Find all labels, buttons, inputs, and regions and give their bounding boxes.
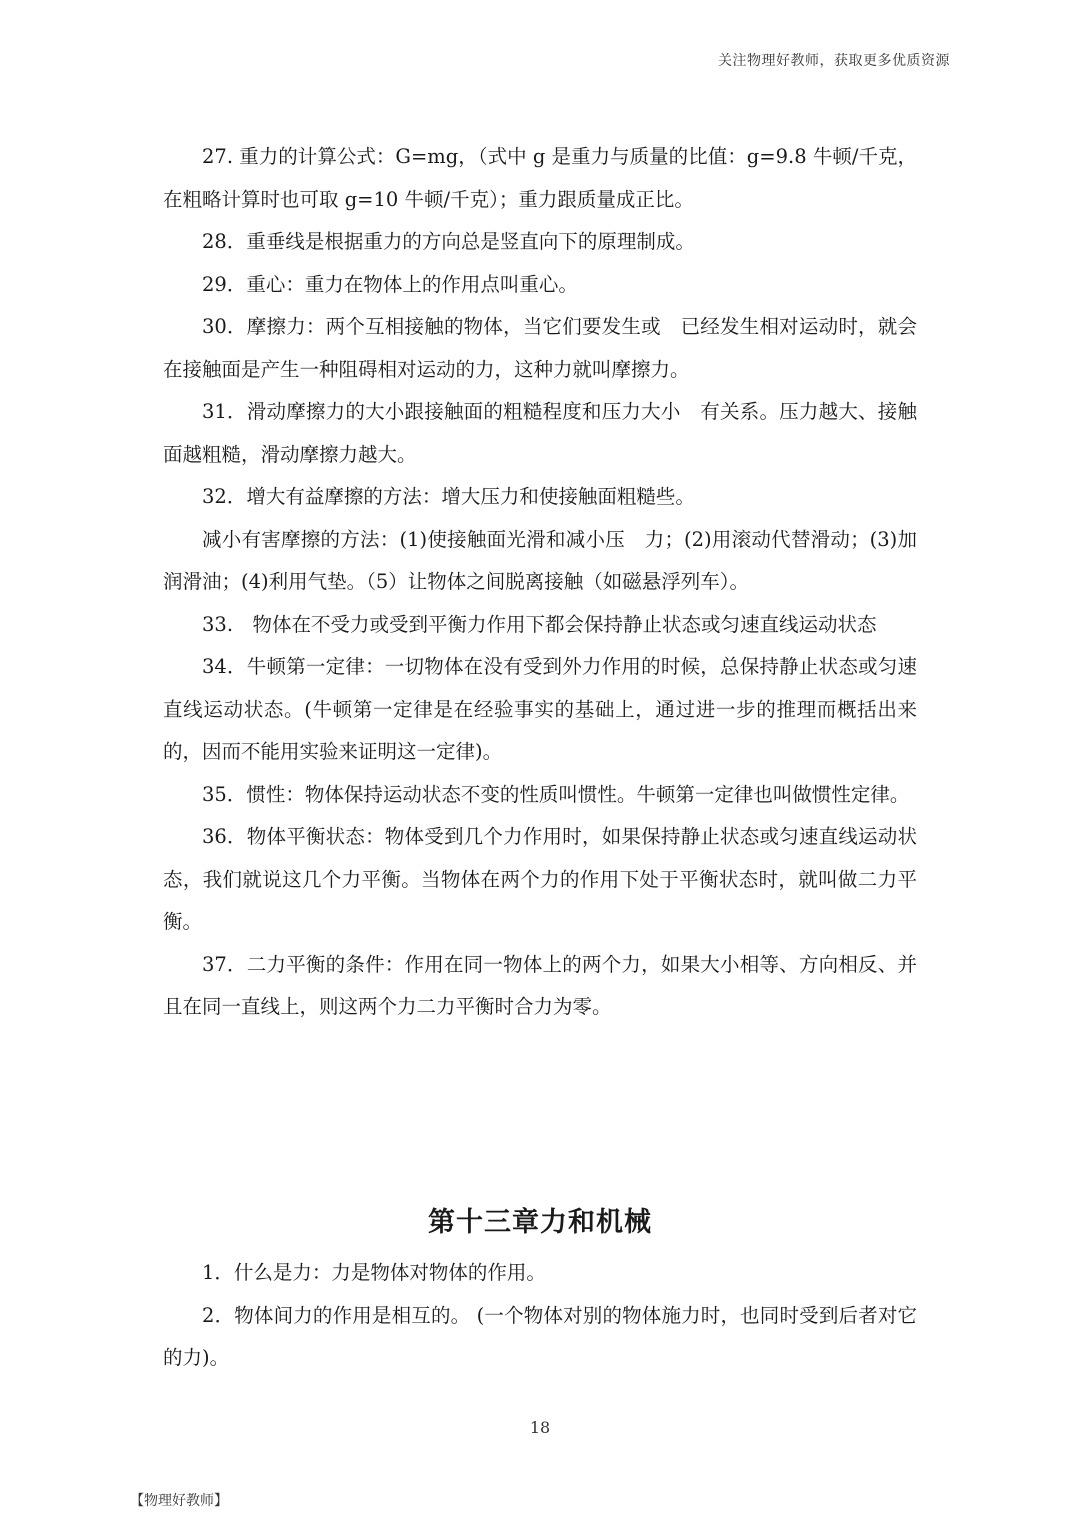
main-content: [163, 136, 917, 1029]
paragraph-37: 37．二力平衡的条件：作用在同一物体上的两个力，如果大小相等、方向相反、并且在同一直线上，则这两个力二力平衡时合力为零。: [163, 952, 917, 1018]
paragraph-ch13-2: 2．物体间力的作用是相互的。 (一个物体对别的物体施力时，也同时受到后者对它的力)。: [163, 1303, 917, 1369]
paragraph-32-reduce: 减小有害摩擦的方法：(1)使接触面光滑和减小压 力；(2)用滚动代替滑动；(3)加润滑油；(4)利用气垫。（5）让物体之间脱离接触（如磁悬浮列车）。: [163, 527, 917, 593]
header-note: 关注物理好教师，获取更多优质资源: [718, 53, 950, 69]
paragraph-35: 35．惯性：物体保持运动状态不变的性质叫惯性。牛顿第一定律也叫做惯性定律。: [202, 782, 910, 806]
paragraph-33: 33. 物体在不受力或受到平衡力作用下都会保持静止状态或匀速直线运动状态: [202, 612, 877, 636]
paragraph-34: 34．牛顿第一定律：一切物体在没有受到外力作用的时候，总保持静止状态或匀速直线运动状态。(牛顿第一定律是在经验事实的基础上，通过进一步的推理而概括出来的，因而不能用实验来证明这一定律)。: [163, 655, 917, 763]
footer-tag: 【物理好教师】: [130, 1493, 228, 1509]
paragraph-31: 31．滑动摩擦力的大小跟接触面的粗糙程度和压力大小 有关系。压力越大、接触面越粗糙，滑动摩擦力越大。: [163, 400, 917, 466]
paragraph-27: 27. 重力的计算公式：G=mg，（式中 g 是重力与质量的比值：g=9.8 牛顿/千克，在粗略计算时也可取 g=10 牛顿/千克）；重力跟质量成正比。: [163, 145, 917, 211]
chapter-title: 第十三章力和机械: [428, 1207, 652, 1238]
chapter-content: [163, 1252, 917, 1380]
paragraph-36: 36．物体平衡状态：物体受到几个力作用时，如果保持静止状态或匀速直线运动状态，我们就说这几个力平衡。当物体在两个力的作用下处于平衡状态时，就叫做二力平衡。: [163, 825, 917, 933]
paragraph-29: 29．重心：重力在物体上的作用点叫重心。: [202, 272, 578, 296]
paragraph-28: 28．重垂线是根据重力的方向总是竖直向下的原理制成。: [202, 230, 695, 253]
paragraph-32: 32．增大有益摩擦的方法：增大压力和使接触面粗糙些。: [202, 485, 695, 508]
paragraph-ch13-1: 1．什么是力：力是物体对物体的作用。: [202, 1261, 546, 1284]
paragraph-30: 30．摩擦力：两个互相接触的物体，当它们要发生或 已经发生相对运动时，就会在接触面是产生一种阻碍相对运动的力，这种力就叫摩擦力。: [163, 315, 917, 381]
page-number: 18: [529, 1418, 551, 1437]
